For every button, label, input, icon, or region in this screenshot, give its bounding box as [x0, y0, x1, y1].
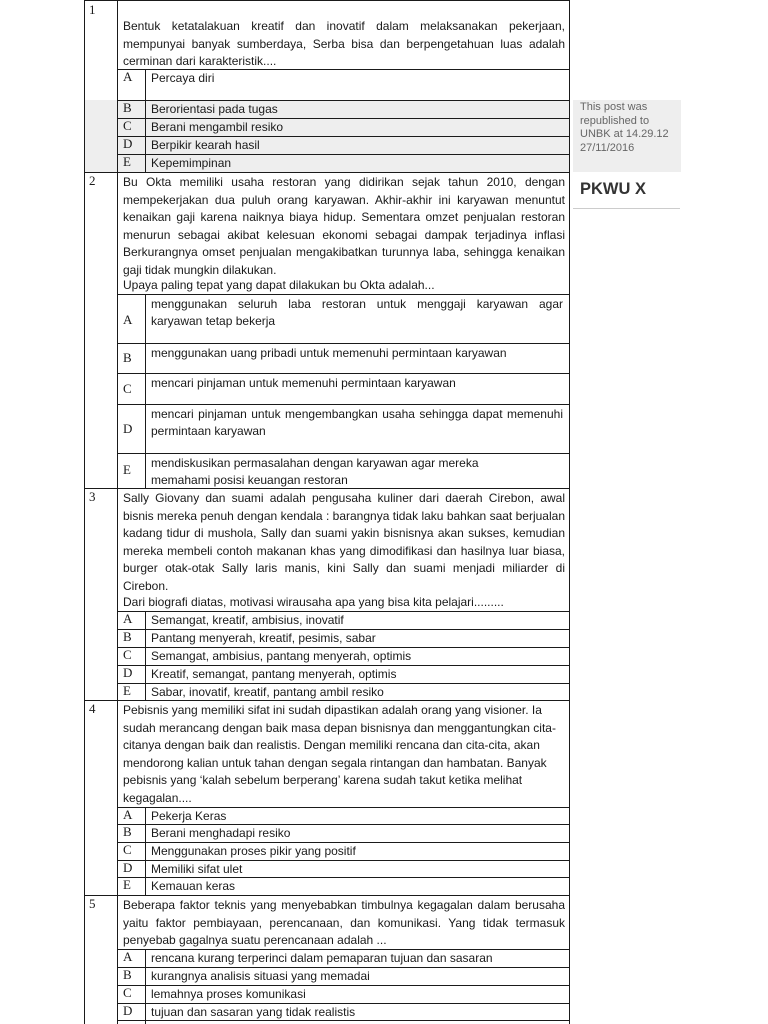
- question-number: 1: [89, 2, 96, 17]
- question-text: Bentuk ketatalakuan kreatif dan inovatif dalam melaksanakan pekerjaan, mempunyai banyak sumberdaya, Serba bisa dan berpengetahuan luas adalah cerminan dari karakteristik....: [123, 19, 565, 69]
- option-letter: C: [123, 647, 132, 662]
- row-divider: [117, 453, 570, 454]
- option-text: Berani menghadapi resiko: [151, 826, 291, 840]
- option-text: Semangat, kreatif, ambisius, inovatif: [151, 613, 344, 627]
- option-col-divider: [145, 611, 146, 700]
- question-text: Sally Giovany dan suami adalah pengusaha kuliner dari daerah Cirebon, awal bisnis mereka penuh dengan kendala : barangnya tidak laku bahkan saat berjualan kadang tidur di mushola, Sally dan suami yakin bisnisnya akan sukses, kemudian mereka membeli contoh makanan khas yang dimodifikasi dan hasilnya luar biasa, burger otak-otak Sally laris manis, kini Sally dan suami menjadi miliarder di Cirebon.: [123, 491, 565, 593]
- option-letter: B: [123, 629, 132, 644]
- question-text: Pebisnis yang memiliki sifat ini sudah dipastikan adalah orang yang visioner. Ia sudah merancang dengan baik masa depan bisnisnya dan menggantungkan cita- citanya dengan baik dan realistis. Dengan memiliki rencana dan cita-cita, akan mendorong kalian untuk tahan dengan segala rintangan dan hambatan. Banyak pebisnis yang ‘kalah sebelum berperang’ karena sudah takut ketika melihat kegagalan....: [123, 703, 556, 805]
- option-letter: B: [123, 824, 132, 839]
- option-letter: D: [123, 665, 133, 680]
- option-letter: B: [123, 967, 132, 982]
- option-letter: C: [123, 985, 132, 1000]
- option-letter: A: [123, 312, 133, 327]
- option-text: menggunakan seluruh laba restoran untuk menggaji karyawan agar karyawan tetap bekerja: [151, 297, 563, 328]
- option-text: Percaya diri: [151, 71, 215, 85]
- option-letter: C: [123, 381, 132, 396]
- option-text: rencana kurang terperinci dalam pemaparan tujuan dan sasaran: [151, 951, 493, 965]
- option-text: Kreatif, semangat, pantang menyerah, optimis: [151, 667, 397, 681]
- option-text: mencari pinjaman untuk memenuhi permintaan karyawan: [151, 376, 456, 390]
- question-prompt: Dari biografi diatas, motivasi wirausaha apa yang bisa kita pelajari.........: [123, 595, 504, 609]
- option-text: mencari pinjaman untuk mengembangkan usaha sehingga dapat memenuhi permintaan karyawan: [151, 407, 563, 438]
- table-border-left: [84, 0, 85, 1024]
- option-text: Menggunakan proses pikir yang positif: [151, 844, 356, 858]
- option-text: Berpikir kearah hasil: [151, 138, 260, 152]
- question-text: Bu Okta memiliki usaha restoran yang didirikan sejak tahun 2010, dengan mempekerjakan dua puluh orang karyawan. Akhir-akhir ini karyawan menuntut kenaikan gaji karena naiknya biaya hidup. Sementara omzet penjualan restoran menurun sebagai akibat kelesuan ekonomi sebagai dampak terjadinya inflasi Berkurangnya omset penjualan mengakibatkan turunnya laba, sehingga kenaikan gaji tidak mungkin dilakukan.: [123, 175, 565, 277]
- option-text: Berani mengambil resiko: [151, 120, 284, 134]
- option-text: mendiskusikan permasalahan dengan karyawan agar mereka memahami posisi keuangan restoran: [151, 456, 479, 487]
- option-col-divider: [145, 949, 146, 1024]
- option-text: Pantang menyerah, kreatif, pesimis, sabar: [151, 631, 376, 645]
- option-letter: C: [123, 842, 132, 857]
- question-number: 4: [89, 701, 96, 716]
- option-letter: B: [123, 100, 132, 115]
- option-letter: A: [123, 807, 133, 822]
- row-divider: [84, 172, 570, 173]
- question-prompt: Upaya paling tepat yang dapat dilakukan bu Okta adalah...: [123, 278, 435, 292]
- option-letter: E: [123, 877, 131, 892]
- option-letter: E: [123, 683, 131, 698]
- option-col-divider: [145, 807, 146, 895]
- option-letter: D: [123, 1003, 133, 1018]
- option-letter: D: [123, 860, 133, 875]
- option-letter: E: [123, 462, 131, 477]
- option-letter: D: [123, 136, 133, 151]
- option-text: Semangat, ambisius, pantang menyerah, optimis: [151, 649, 412, 663]
- option-letter: B: [123, 350, 132, 365]
- option-text: lemahnya proses komunikasi: [151, 987, 306, 1001]
- option-letter: C: [123, 118, 132, 133]
- option-letter: D: [123, 421, 133, 436]
- option-text: Memiliki sifat ulet: [151, 862, 243, 876]
- option-text: kurangnya analisis situasi yang memadai: [151, 969, 370, 983]
- table-border-top: [84, 0, 570, 1]
- option-letter: A: [123, 69, 133, 84]
- option-letter: A: [123, 611, 133, 626]
- option-letter: E: [123, 154, 131, 169]
- option-text: Kemauan keras: [151, 879, 236, 893]
- option-text: Kepemimpinan: [151, 156, 232, 170]
- option-text: menggunakan uang pribadi untuk memenuhi permintaan karyawan: [151, 346, 507, 360]
- row-divider: [117, 343, 570, 344]
- option-text: Berorientasi pada tugas: [151, 102, 278, 116]
- row-divider: [117, 404, 570, 405]
- side-panel-divider: [573, 208, 680, 209]
- option-text: Sabar, inovatif, kreatif, pantang ambil resiko: [151, 685, 384, 699]
- row-divider: [117, 373, 570, 374]
- question-number: 3: [89, 489, 96, 504]
- option-text: Pekerja Keras: [151, 809, 227, 823]
- row-divider: [84, 895, 570, 896]
- option-col-divider: [145, 294, 146, 488]
- option-text: tujuan dan sasaran yang tidak realistis: [151, 1005, 356, 1019]
- republish-note: This post was republished to UNBK at 14.29.12 27/11/2016: [573, 100, 681, 172]
- side-panel-title[interactable]: PKWU X: [580, 180, 646, 198]
- option-letter: A: [123, 949, 133, 964]
- question-text: Beberapa faktor teknis yang menyebabkan timbulnya kegagalan dalam berusaha yaitu faktor pembiayaan, perencanaan, dan komunikasi. Yang tidak termasuk penyebab gagalnya suatu perencanaan adalah ...: [123, 898, 565, 948]
- question-number: 5: [89, 896, 96, 911]
- question-number: 2: [89, 173, 96, 188]
- option-col-divider: [145, 69, 146, 172]
